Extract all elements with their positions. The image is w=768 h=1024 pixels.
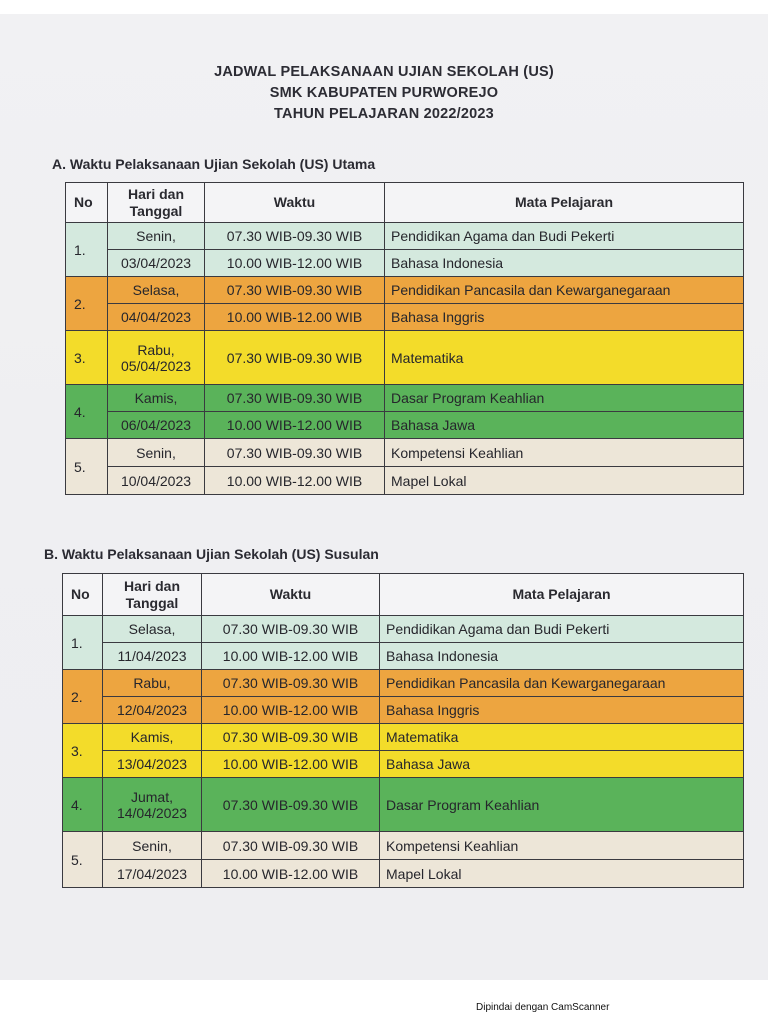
row-number: 3. xyxy=(66,331,108,385)
table-row xyxy=(63,643,744,670)
row-date: 05/04/2023 xyxy=(120,357,192,374)
column-header-day: Hari dan xyxy=(123,577,180,594)
row-time: 10.00 WIB-12.00 WIB xyxy=(205,250,385,277)
schedule-table-utama xyxy=(65,182,744,495)
row-subject: Mapel Lokal xyxy=(380,860,744,888)
column-header-date: Tanggal xyxy=(129,202,183,219)
table-row xyxy=(66,439,744,467)
table-row xyxy=(66,223,744,250)
row-number: 1. xyxy=(63,616,103,670)
row-subject: Matematika xyxy=(385,331,744,385)
table-row xyxy=(63,832,744,860)
table-row xyxy=(63,697,744,724)
row-date: 12/04/2023 xyxy=(103,697,202,724)
row-number: 2. xyxy=(66,277,108,331)
row-subject: Bahasa Jawa xyxy=(385,412,744,439)
document-title-line3: TAHUN PELAJARAN 2022/2023 xyxy=(274,106,494,122)
row-number: 5. xyxy=(63,832,103,888)
row-date: 11/04/2023 xyxy=(103,643,202,670)
row-time: 10.00 WIB-12.00 WIB xyxy=(202,643,380,670)
table-row xyxy=(66,277,744,304)
row-day: Senin, xyxy=(108,439,205,467)
row-time: 10.00 WIB-12.00 WIB xyxy=(205,467,385,495)
table-row xyxy=(66,331,744,385)
section-b-heading: B. Waktu Pelaksanaan Ujian Sekolah (US) Susulan xyxy=(44,546,379,562)
row-time: 07.30 WIB-09.30 WIB xyxy=(205,277,385,304)
row-date: 13/04/2023 xyxy=(103,751,202,778)
row-subject: Bahasa Inggris xyxy=(385,304,744,331)
table-row xyxy=(63,751,744,778)
table-row xyxy=(66,304,744,331)
column-header-day-date xyxy=(108,183,205,223)
schedule-table-susulan xyxy=(62,573,744,888)
row-day: Kamis, xyxy=(103,724,202,751)
row-number: 4. xyxy=(66,385,108,439)
row-day-date xyxy=(103,778,202,832)
row-day-date xyxy=(108,331,205,385)
column-header-no: No xyxy=(63,574,103,616)
column-header-date: Tanggal xyxy=(125,594,179,611)
row-number: 2. xyxy=(63,670,103,724)
table-row xyxy=(63,860,744,888)
table-row xyxy=(66,467,744,495)
row-subject: Matematika xyxy=(380,724,744,751)
row-time: 07.30 WIB-09.30 WIB xyxy=(202,616,380,643)
column-header-time: Waktu xyxy=(202,574,380,616)
row-date: 17/04/2023 xyxy=(103,860,202,888)
row-time: 10.00 WIB-12.00 WIB xyxy=(202,860,380,888)
row-subject: Bahasa Indonesia xyxy=(380,643,744,670)
scanner-watermark: Dipindai dengan CamScanner xyxy=(476,1002,610,1013)
row-subject: Pendidikan Pancasila dan Kewarganegaraan xyxy=(380,670,744,697)
row-subject: Dasar Program Keahlian xyxy=(380,778,744,832)
section-a-heading: A. Waktu Pelaksanaan Ujian Sekolah (US) Utama xyxy=(52,156,376,172)
column-header-day-date xyxy=(103,574,202,616)
row-subject: Kompetensi Keahlian xyxy=(385,439,744,467)
column-header-time: Waktu xyxy=(205,183,385,223)
table-row xyxy=(66,385,744,412)
document-title-line1: JADWAL PELAKSANAAN UJIAN SEKOLAH (US) xyxy=(214,64,554,80)
row-subject: Mapel Lokal xyxy=(385,467,744,495)
row-date: 10/04/2023 xyxy=(108,467,205,495)
row-time: 07.30 WIB-09.30 WIB xyxy=(205,223,385,250)
row-number: 1. xyxy=(66,223,108,277)
row-time: 07.30 WIB-09.30 WIB xyxy=(205,385,385,412)
row-subject: Dasar Program Keahlian xyxy=(385,385,744,412)
row-time: 10.00 WIB-12.00 WIB xyxy=(202,697,380,724)
row-day: Selasa, xyxy=(103,616,202,643)
row-time: 07.30 WIB-09.30 WIB xyxy=(202,724,380,751)
document-title-line2: SMK KABUPATEN PURWOREJO xyxy=(269,85,499,101)
row-time: 07.30 WIB-09.30 WIB xyxy=(205,439,385,467)
row-date: 06/04/2023 xyxy=(108,412,205,439)
table-row xyxy=(66,250,744,277)
row-day: Kamis, xyxy=(108,385,205,412)
table-row xyxy=(63,724,744,751)
row-time: 07.30 WIB-09.30 WIB xyxy=(202,832,380,860)
row-time: 10.00 WIB-12.00 WIB xyxy=(202,751,380,778)
row-number: 4. xyxy=(63,778,103,832)
row-subject: Bahasa Indonesia xyxy=(385,250,744,277)
row-number: 3. xyxy=(63,724,103,778)
row-date: 03/04/2023 xyxy=(108,250,205,277)
row-day: Jumat, xyxy=(130,788,173,805)
table-row xyxy=(66,412,744,439)
table-row xyxy=(63,616,744,643)
column-header-subject: Mata Pelajaran xyxy=(380,574,744,616)
row-time: 10.00 WIB-12.00 WIB xyxy=(205,412,385,439)
column-header-no: No xyxy=(66,183,108,223)
row-time: 07.30 WIB-09.30 WIB xyxy=(205,331,385,385)
table-row xyxy=(63,670,744,697)
row-day: Senin, xyxy=(108,223,205,250)
row-subject: Pendidikan Agama dan Budi Pekerti xyxy=(380,616,744,643)
row-day: Rabu, xyxy=(103,670,202,697)
row-time: 10.00 WIB-12.00 WIB xyxy=(205,304,385,331)
row-subject: Kompetensi Keahlian xyxy=(380,832,744,860)
row-subject: Bahasa Jawa xyxy=(380,751,744,778)
row-day: Selasa, xyxy=(108,277,205,304)
row-date: 04/04/2023 xyxy=(108,304,205,331)
row-subject: Bahasa Inggris xyxy=(380,697,744,724)
row-subject: Pendidikan Agama dan Budi Pekerti xyxy=(385,223,744,250)
row-time: 07.30 WIB-09.30 WIB xyxy=(202,778,380,832)
row-date: 14/04/2023 xyxy=(116,804,188,821)
row-day: Rabu, xyxy=(137,341,175,358)
column-header-day: Hari dan xyxy=(127,185,184,202)
row-day: Senin, xyxy=(103,832,202,860)
row-subject: Pendidikan Pancasila dan Kewarganegaraan xyxy=(385,277,744,304)
row-time: 07.30 WIB-09.30 WIB xyxy=(202,670,380,697)
column-header-subject: Mata Pelajaran xyxy=(385,183,744,223)
row-number: 5. xyxy=(66,439,108,495)
table-row xyxy=(63,778,744,832)
